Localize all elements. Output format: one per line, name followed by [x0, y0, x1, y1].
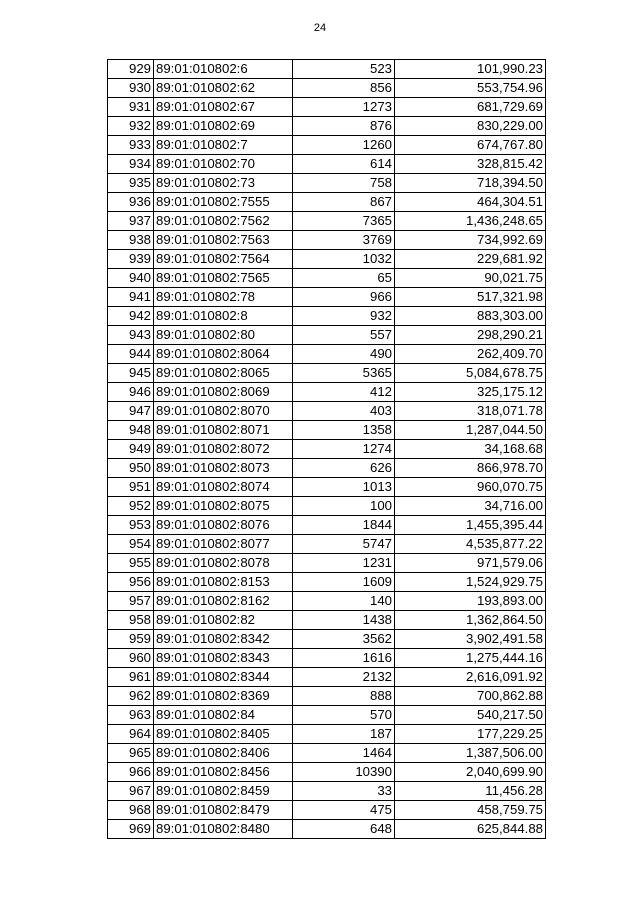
page-number: 24	[313, 22, 327, 34]
row-number-cell: 963	[108, 706, 154, 725]
cadastral-number-cell: 89:01:010802:8070	[154, 402, 293, 421]
table-row	[108, 440, 546, 459]
table-row	[108, 592, 546, 611]
area-cell: 626	[293, 459, 395, 478]
row-number-cell: 956	[108, 573, 154, 592]
cadastral-number-cell: 89:01:010802:8405	[154, 725, 293, 744]
area-cell: 1231	[293, 554, 395, 573]
cadastral-number-cell: 89:01:010802:8342	[154, 630, 293, 649]
cadastral-number-cell: 89:01:010802:8076	[154, 516, 293, 535]
area-cell: 888	[293, 687, 395, 706]
area-cell: 557	[293, 326, 395, 345]
area-cell: 100	[293, 497, 395, 516]
row-number-cell: 930	[108, 79, 154, 98]
row-number-cell: 959	[108, 630, 154, 649]
row-number-cell: 938	[108, 231, 154, 250]
cadastral-value-cell: 1,275,444.16	[395, 649, 546, 668]
row-number-cell: 933	[108, 136, 154, 155]
row-number-cell: 952	[108, 497, 154, 516]
cadastral-value-cell: 1,362,864.50	[395, 611, 546, 630]
area-cell: 1273	[293, 98, 395, 117]
table-row	[108, 288, 546, 307]
row-number-cell: 949	[108, 440, 154, 459]
cadastral-number-cell: 89:01:010802:8343	[154, 649, 293, 668]
row-number-cell: 936	[108, 193, 154, 212]
area-cell: 1358	[293, 421, 395, 440]
cadastral-number-cell: 89:01:010802:7563	[154, 231, 293, 250]
area-cell: 140	[293, 592, 395, 611]
area-cell: 5365	[293, 364, 395, 383]
table-row	[108, 364, 546, 383]
row-number-cell: 946	[108, 383, 154, 402]
cadastral-value-cell: 718,394.50	[395, 174, 546, 193]
area-cell: 614	[293, 155, 395, 174]
table-row	[108, 383, 546, 402]
cadastral-value-cell: 1,436,248.65	[395, 212, 546, 231]
area-cell: 648	[293, 820, 395, 839]
row-number-cell: 939	[108, 250, 154, 269]
cadastral-value-cell: 971,579.06	[395, 554, 546, 573]
row-number-cell: 950	[108, 459, 154, 478]
cadastral-number-cell: 89:01:010802:67	[154, 98, 293, 117]
area-cell: 3769	[293, 231, 395, 250]
cadastral-number-cell: 89:01:010802:7	[154, 136, 293, 155]
row-number-cell: 948	[108, 421, 154, 440]
table-row	[108, 212, 546, 231]
area-cell: 523	[293, 60, 395, 79]
row-number-cell: 968	[108, 801, 154, 820]
cadastral-value-cell: 464,304.51	[395, 193, 546, 212]
table-row	[108, 79, 546, 98]
area-cell: 475	[293, 801, 395, 820]
area-cell: 1438	[293, 611, 395, 630]
cadastral-number-cell: 89:01:010802:8069	[154, 383, 293, 402]
area-cell: 3562	[293, 630, 395, 649]
area-cell: 966	[293, 288, 395, 307]
cadastral-value-cell: 1,287,044.50	[395, 421, 546, 440]
area-cell: 403	[293, 402, 395, 421]
table-row	[108, 459, 546, 478]
table-row	[108, 687, 546, 706]
cadastral-value-cell: 90,021.75	[395, 269, 546, 288]
area-cell: 1844	[293, 516, 395, 535]
cadastral-number-cell: 89:01:010802:84	[154, 706, 293, 725]
row-number-cell: 945	[108, 364, 154, 383]
cadastral-value-cell: 458,759.75	[395, 801, 546, 820]
cadastral-value-cell: 298,290.21	[395, 326, 546, 345]
row-number-cell: 935	[108, 174, 154, 193]
area-cell: 1274	[293, 440, 395, 459]
area-cell: 187	[293, 725, 395, 744]
cadastral-number-cell: 89:01:010802:8073	[154, 459, 293, 478]
cadastral-number-cell: 89:01:010802:8479	[154, 801, 293, 820]
table-row	[108, 402, 546, 421]
row-number-cell: 954	[108, 535, 154, 554]
table-row	[108, 250, 546, 269]
area-cell: 7365	[293, 212, 395, 231]
table-row	[108, 630, 546, 649]
cadastral-value-cell: 1,387,506.00	[395, 744, 546, 763]
area-cell: 932	[293, 307, 395, 326]
table-row	[108, 174, 546, 193]
table-row	[108, 155, 546, 174]
cadastral-value-cell: 2,040,699.90	[395, 763, 546, 782]
table-row	[108, 573, 546, 592]
area-cell: 1260	[293, 136, 395, 155]
row-number-cell: 965	[108, 744, 154, 763]
table-row	[108, 193, 546, 212]
table-row	[108, 117, 546, 136]
cadastral-value-cell: 328,815.42	[395, 155, 546, 174]
area-cell: 1616	[293, 649, 395, 668]
row-number-cell: 958	[108, 611, 154, 630]
area-cell: 867	[293, 193, 395, 212]
cadastral-value-cell: 5,084,678.75	[395, 364, 546, 383]
cadastral-number-cell: 89:01:010802:8459	[154, 782, 293, 801]
row-number-cell: 953	[108, 516, 154, 535]
cadastral-value-cell: 625,844.88	[395, 820, 546, 839]
cadastral-number-cell: 89:01:010802:8153	[154, 573, 293, 592]
area-cell: 570	[293, 706, 395, 725]
cadastral-value-cell: 229,681.92	[395, 250, 546, 269]
cadastral-number-cell: 89:01:010802:8075	[154, 497, 293, 516]
table-row	[108, 782, 546, 801]
row-number-cell: 955	[108, 554, 154, 573]
row-number-cell: 944	[108, 345, 154, 364]
row-number-cell: 961	[108, 668, 154, 687]
cadastral-value-cell: 553,754.96	[395, 79, 546, 98]
cadastral-value-cell: 193,893.00	[395, 592, 546, 611]
cadastral-number-cell: 89:01:010802:8065	[154, 364, 293, 383]
cadastral-value-cell: 101,990.23	[395, 60, 546, 79]
row-number-cell: 966	[108, 763, 154, 782]
cadastral-number-cell: 89:01:010802:8077	[154, 535, 293, 554]
area-cell: 490	[293, 345, 395, 364]
table-row	[108, 763, 546, 782]
table-row	[108, 706, 546, 725]
cadastral-number-cell: 89:01:010802:8072	[154, 440, 293, 459]
cadastral-number-cell: 89:01:010802:73	[154, 174, 293, 193]
table-row	[108, 668, 546, 687]
table-row	[108, 611, 546, 630]
area-cell: 33	[293, 782, 395, 801]
table-row	[108, 136, 546, 155]
cadastral-value-cell: 681,729.69	[395, 98, 546, 117]
cadastral-value-cell: 11,456.28	[395, 782, 546, 801]
cadastral-value-cell: 883,303.00	[395, 307, 546, 326]
table-row	[108, 60, 546, 79]
cadastral-number-cell: 89:01:010802:8162	[154, 592, 293, 611]
cadastral-value-cell: 177,229.25	[395, 725, 546, 744]
row-number-cell: 937	[108, 212, 154, 231]
table-row	[108, 98, 546, 117]
cadastral-value-cell: 734,992.69	[395, 231, 546, 250]
cadastral-number-cell: 89:01:010802:62	[154, 79, 293, 98]
table-row	[108, 497, 546, 516]
cadastral-number-cell: 89:01:010802:8406	[154, 744, 293, 763]
row-number-cell: 940	[108, 269, 154, 288]
cadastral-number-cell: 89:01:010802:8369	[154, 687, 293, 706]
cadastral-number-cell: 89:01:010802:7564	[154, 250, 293, 269]
cadastral-number-cell: 89:01:010802:7555	[154, 193, 293, 212]
row-number-cell: 967	[108, 782, 154, 801]
table-row	[108, 269, 546, 288]
cadastral-value-cell: 517,321.98	[395, 288, 546, 307]
row-number-cell: 962	[108, 687, 154, 706]
cadastral-number-cell: 89:01:010802:8456	[154, 763, 293, 782]
cadastral-number-cell: 89:01:010802:82	[154, 611, 293, 630]
area-cell: 856	[293, 79, 395, 98]
table-row	[108, 516, 546, 535]
cadastral-number-cell: 89:01:010802:78	[154, 288, 293, 307]
cadastral-number-cell: 89:01:010802:8344	[154, 668, 293, 687]
area-cell: 412	[293, 383, 395, 402]
row-number-cell: 947	[108, 402, 154, 421]
table-row	[108, 421, 546, 440]
cadastral-number-cell: 89:01:010802:8480	[154, 820, 293, 839]
cadastral-number-cell: 89:01:010802:7565	[154, 269, 293, 288]
area-cell: 5747	[293, 535, 395, 554]
row-number-cell: 929	[108, 60, 154, 79]
area-cell: 1013	[293, 478, 395, 497]
cadastral-value-cell: 262,409.70	[395, 345, 546, 364]
table-row	[108, 744, 546, 763]
table-row	[108, 535, 546, 554]
cadastral-number-cell: 89:01:010802:7562	[154, 212, 293, 231]
table-row	[108, 345, 546, 364]
cadastral-value-cell: 4,535,877.22	[395, 535, 546, 554]
cadastral-value-cell: 325,175.12	[395, 383, 546, 402]
cadastral-value-table	[107, 59, 546, 839]
row-number-cell: 951	[108, 478, 154, 497]
row-number-cell: 934	[108, 155, 154, 174]
cadastral-number-cell: 89:01:010802:6	[154, 60, 293, 79]
cadastral-number-cell: 89:01:010802:8078	[154, 554, 293, 573]
table-body	[108, 60, 546, 839]
cadastral-value-cell: 1,455,395.44	[395, 516, 546, 535]
cadastral-value-cell: 700,862.88	[395, 687, 546, 706]
row-number-cell: 943	[108, 326, 154, 345]
cadastral-value-cell: 540,217.50	[395, 706, 546, 725]
cadastral-value-cell: 318,071.78	[395, 402, 546, 421]
row-number-cell: 960	[108, 649, 154, 668]
row-number-cell: 931	[108, 98, 154, 117]
table-row	[108, 649, 546, 668]
row-number-cell: 932	[108, 117, 154, 136]
row-number-cell: 957	[108, 592, 154, 611]
table-row	[108, 725, 546, 744]
cadastral-number-cell: 89:01:010802:80	[154, 326, 293, 345]
area-cell: 1609	[293, 573, 395, 592]
table-row	[108, 820, 546, 839]
cadastral-value-cell: 1,524,929.75	[395, 573, 546, 592]
cadastral-value-cell: 34,168.68	[395, 440, 546, 459]
cadastral-number-cell: 89:01:010802:8074	[154, 478, 293, 497]
cadastral-number-cell: 89:01:010802:70	[154, 155, 293, 174]
table-row	[108, 326, 546, 345]
table-row	[108, 478, 546, 497]
area-cell: 1464	[293, 744, 395, 763]
row-number-cell: 941	[108, 288, 154, 307]
cadastral-number-cell: 89:01:010802:69	[154, 117, 293, 136]
area-cell: 1032	[293, 250, 395, 269]
cadastral-value-cell: 960,070.75	[395, 478, 546, 497]
area-cell: 10390	[293, 763, 395, 782]
cadastral-number-cell: 89:01:010802:8064	[154, 345, 293, 364]
row-number-cell: 969	[108, 820, 154, 839]
cadastral-value-cell: 866,978.70	[395, 459, 546, 478]
row-number-cell: 942	[108, 307, 154, 326]
table-row	[108, 307, 546, 326]
area-cell: 2132	[293, 668, 395, 687]
cadastral-number-cell: 89:01:010802:8071	[154, 421, 293, 440]
area-cell: 876	[293, 117, 395, 136]
cadastral-value-cell: 34,716.00	[395, 497, 546, 516]
row-number-cell: 964	[108, 725, 154, 744]
cadastral-value-cell: 674,767.80	[395, 136, 546, 155]
table-row	[108, 801, 546, 820]
cadastral-number-cell: 89:01:010802:8	[154, 307, 293, 326]
cadastral-value-cell: 2,616,091.92	[395, 668, 546, 687]
table-row	[108, 554, 546, 573]
cadastral-value-cell: 830,229.00	[395, 117, 546, 136]
table-row	[108, 231, 546, 250]
cadastral-value-cell: 3,902,491.58	[395, 630, 546, 649]
area-cell: 65	[293, 269, 395, 288]
area-cell: 758	[293, 174, 395, 193]
